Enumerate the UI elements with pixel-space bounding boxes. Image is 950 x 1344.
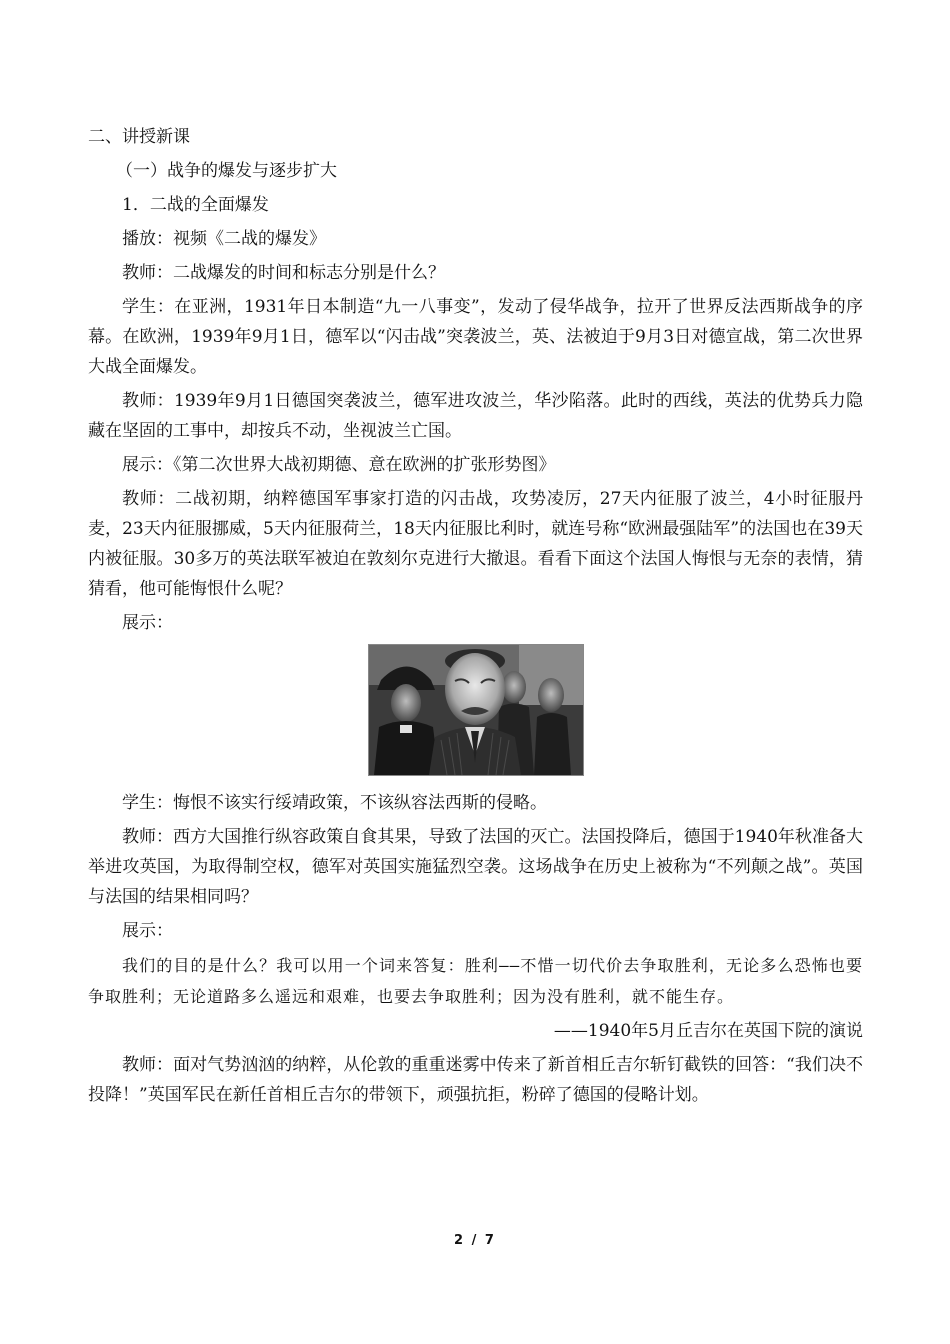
paragraph: 播放：视频《二战的爆发》	[122, 229, 326, 249]
paragraph: 教师：面对气势汹汹的纳粹，从伦敦的重重迷雾中传来了新首相丘吉尔斩钉截铁的回答：“我们决不投降！”英国军民在新任首相丘吉尔的带领下，顽强抗拒，粉碎了德国的侵略计划。	[88, 1055, 863, 1105]
paragraph: 展示：	[122, 921, 173, 941]
section-heading: 二、讲授新课	[88, 127, 190, 147]
historical-photo	[368, 644, 584, 776]
quote-source: ——1940年5月丘吉尔在英国下院的演说	[553, 1021, 863, 1041]
paragraph: 教师：二战初期，纳粹德国军事家打造的闪击战，攻势凌厉，27天内征服了波兰，4小时征服丹麦，23天内征服挪威，5天内征服荷兰，18天内征服比利时，就连号称“欧洲最强陆军”的法国也在39天内被征服。30多万的英法联军被迫在敦刻尔克进行大撤退。看看下面这个法国人悔恨与无奈的表情，猜猜看，他可能悔恨什么呢？	[88, 489, 863, 599]
topic-heading: 1．二战的全面爆发	[122, 195, 269, 215]
paragraph: 学生：在亚洲，1931年日本制造“九一八事变”，发动了侵华战争，拉开了世界反法西斯战争的序幕。在欧洲，1939年9月1日，德军以“闪击战”突袭波兰，英、法被迫于9月3日对德宣战，第二次世界大战全面爆发。	[88, 297, 863, 377]
paragraph: 教师：二战爆发的时间和标志分别是什么？	[122, 263, 445, 283]
paragraph: 展示：《第二次世界大战初期德、意在欧洲的扩张形势图》	[122, 455, 556, 475]
paragraph: 展示：	[122, 613, 173, 633]
paragraph: 学生：悔恨不该实行绥靖政策，不该纵容法西斯的侵略。	[122, 793, 547, 813]
page-number: 2 / 7	[454, 1233, 496, 1248]
subsection-heading: （一）战争的爆发与逐步扩大	[116, 161, 337, 181]
crying-frenchman-photo	[369, 645, 583, 775]
document-body	[88, 122, 863, 1114]
paragraph: 教师：西方大国推行纵容政策自食其果，导致了法国的灭亡。法国投降后，德国于1940年秋准备大举进攻英国，为取得制空权，德军对英国实施猛烈空袭。这场战争在历史上被称为“不列颠之战”。英国与法国的结果相同吗？	[88, 827, 863, 907]
paragraph: 教师：1939年9月1日德国突袭波兰，德军进攻波兰，华沙陷落。此时的西线，英法的优势兵力隐藏在坚固的工事中，却按兵不动，坐视波兰亡国。	[88, 391, 863, 441]
churchill-quote: 我们的目的是什么？我可以用一个词来答复：胜利——不惜一切代价去争取胜利，无论多么恐怖也要争取胜利；无论道路多么遥远和艰难，也要去争取胜利；因为没有胜利，就不能生存。	[88, 956, 863, 1006]
